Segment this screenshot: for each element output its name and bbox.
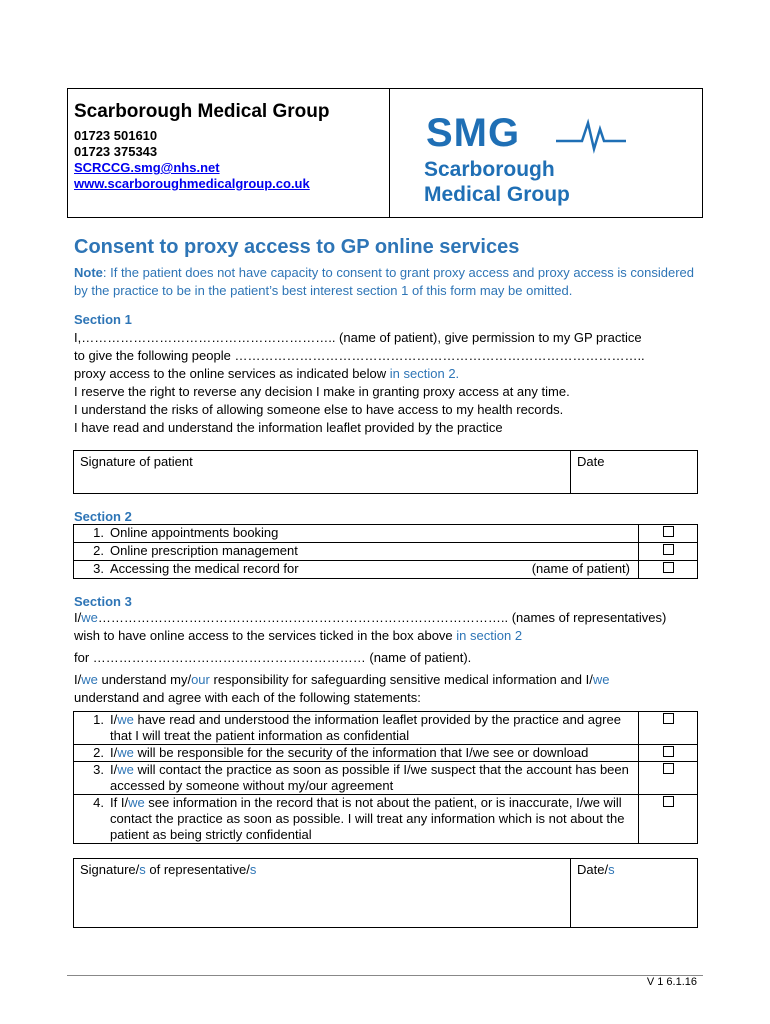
version-label: V 1 6.1.16 bbox=[646, 976, 697, 988]
checkbox[interactable] bbox=[663, 713, 674, 724]
logo-line-2: Medical Group bbox=[424, 183, 570, 206]
phone-2: 01723 375343 bbox=[74, 144, 158, 159]
statement-row: 4. If I/we see information in the record that is not about the patient, or is inaccurate, I/we will contact the practice as soon as possible. I will treat any information which is not about the patient as being strictly confidential bbox=[74, 795, 698, 844]
service-row: 2. Online prescription management bbox=[74, 543, 698, 561]
checkbox[interactable] bbox=[663, 544, 674, 555]
header-box bbox=[67, 88, 703, 218]
note-label: Note bbox=[74, 265, 103, 280]
note-text: : If the patient does not have capacity to consent to grant proxy access and proxy access is considered by the practice to be in the patient’s best interest section 1 of this form may be omitted. bbox=[74, 265, 695, 298]
representative-signature-field[interactable]: Signature/s of representative/s bbox=[74, 859, 571, 927]
logo bbox=[390, 89, 702, 217]
page-title: Consent to proxy access to GP online services bbox=[74, 236, 520, 258]
representative-signature-box bbox=[73, 858, 698, 928]
section2-heading: Section 2 bbox=[74, 509, 132, 524]
website-link[interactable]: www.scarboroughmedicalgroup.co.uk bbox=[74, 176, 310, 191]
statements-table bbox=[73, 711, 698, 844]
statement-row: 2. I/we will be responsible for the security of the information that I/we see or download bbox=[74, 745, 698, 762]
checkbox[interactable] bbox=[663, 526, 674, 537]
representative-date-field[interactable]: Date/s bbox=[577, 862, 615, 877]
logo-abbr: SMG bbox=[426, 111, 521, 155]
patient-signature-field[interactable]: Signature of patient bbox=[74, 451, 571, 493]
section1-body bbox=[74, 329, 704, 437]
checkbox[interactable] bbox=[663, 796, 674, 807]
checkbox[interactable] bbox=[663, 746, 674, 757]
patient-signature-box bbox=[73, 450, 698, 494]
s1-line1: I,………………………………………………….. (name of patient), give permission to my GP practice bbox=[74, 330, 642, 345]
patient-date-field[interactable]: Date bbox=[577, 454, 605, 469]
logo-line-1: Scarborough bbox=[424, 158, 555, 181]
s1-line3: proxy access to the online services as indicated below in section 2. bbox=[74, 366, 460, 381]
service-row: 3. Accessing the medical record for (name of patient) bbox=[74, 561, 698, 579]
contact-info bbox=[68, 89, 390, 217]
org-name: Scarborough Medical Group bbox=[74, 101, 330, 122]
footer-divider bbox=[67, 975, 703, 976]
note bbox=[74, 264, 704, 300]
section3-heading: Section 3 bbox=[74, 594, 132, 609]
checkbox[interactable] bbox=[663, 763, 674, 774]
phone-1: 01723 501610 bbox=[74, 128, 158, 143]
service-row: 1. Online appointments booking bbox=[74, 525, 698, 543]
section1-heading: Section 1 bbox=[74, 312, 132, 327]
heartbeat-icon bbox=[556, 115, 626, 155]
s1-line2: to give the following people ………………………………………………………………………………….. bbox=[74, 348, 645, 363]
email-link[interactable]: SCRCCG.smg@nhs.net bbox=[74, 160, 220, 175]
s1-line5: I understand the risks of allowing someone else to have access to my health records. bbox=[74, 402, 564, 417]
s1-line4: I reserve the right to reverse any decision I make in granting proxy access at any time. bbox=[74, 384, 570, 399]
section3-body: I/we………………………………………………………………………………….. (names of representatives) wish to have online access to the services ticked in the box above in section 2 for ……………………………………………………… (name of patient). I/we understand my/our responsibility for safeguarding sensitive medical information and I/we understand and agree with each of the following statements: bbox=[74, 610, 667, 705]
services-table bbox=[73, 524, 698, 579]
checkbox[interactable] bbox=[663, 562, 674, 573]
s1-line6: I have read and understand the information leaflet provided by the practice bbox=[74, 420, 503, 435]
statement-row: 3. I/we will contact the practice as soon as possible if I/we suspect that the account has been accessed by someone without my/our agreement bbox=[74, 762, 698, 795]
statement-row: 1. I/we have read and understood the information leaflet provided by the practice and agree that I will treat the patient information as confidential bbox=[74, 712, 698, 745]
